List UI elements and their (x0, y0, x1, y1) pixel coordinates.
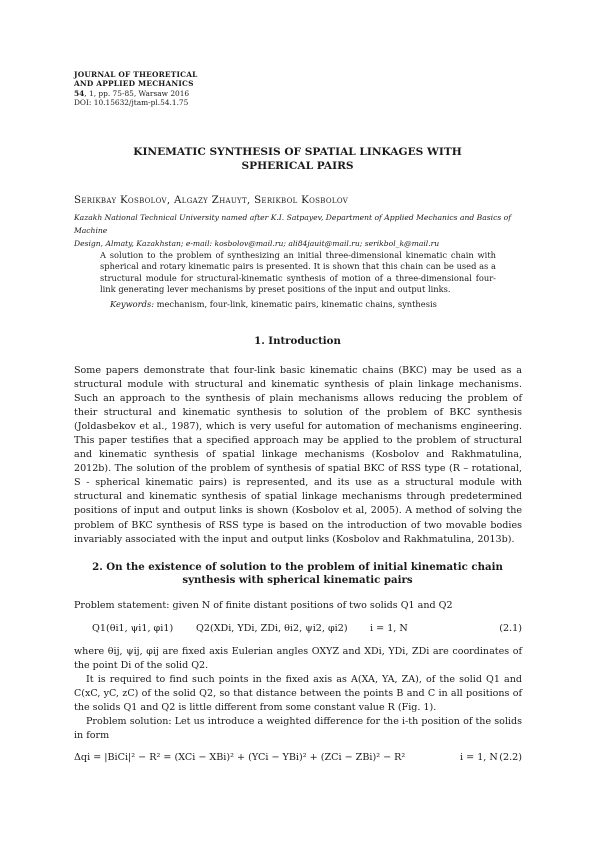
affiliation-line2: Design, Almaty, Kazakhstan; e-mail: kosbolov@mail.ru; ali84jauit@mail.ru; serikbol_k@mail.ru (74, 239, 440, 248)
keywords (100, 299, 496, 310)
solution-paragraph: Problem solution: Let us introduce a weighted difference for the i-th position of the solids in form (74, 716, 522, 742)
introduction-paragraph: Some papers demonstrate that four-link basic kinematic chains (BKC) may be used as a structural module with structural and kinematic synthesis of plain linkage mechanisms. Such an approach to the synthesis of plain mechanisms allows reducing the problem of their structural and kinematic synthesis to solution of the problem of BKC synthesis (Joldasbekov et al., 1987), which is very useful for automation of mechanisms engineering. This paper testifies that a specified approach may be applied to the problem of structural and kinematic synthesis of spatial linkage mechanisms (Kosbolov and Rakhmatulina, 2012b). The solution of the problem of synthesis of spatial BKC of RSS type (R – rotational, S - spherical kinematic pairs) is represented, and its use as a structural module with structural and kinematic synthesis of spatial linkage mechanisms through predetermined positions of input and output links is shown (Kosbolov et al, 2005). A method of solving the problem of BKC synthesis of RSS type is based on the introduction of two movable bodies invariably associated with the input and output links (Kosbolov and Rakhmatulina, 2013b). (74, 365, 522, 545)
keywords-list: mechanism, four-link, kinematic pairs, kinematic chains, synthesis (154, 298, 437, 309)
journal-volume: 54 (74, 88, 85, 98)
eq1-range: i = 1, N (370, 623, 408, 634)
affiliation (74, 211, 522, 250)
abstract-text: A solution to the problem of synthesizing an initial three-dimensional kinematic chain with spherical and rotary kinematic pairs is presented. It is shown that this chain can be used as a structural module for structural-kinematic synthesis of motion of a three-dimensional four-link generating lever mechanisms by preset positions of the input and output links. (100, 250, 496, 295)
section2-heading-line2: synthesis with spherical kinematic pairs (182, 574, 413, 587)
where-paragraph: where θij, ψij, φij are fixed axis Eulerian angles OXYZ and XDi, YDi, ZDi are coordinates of the point Di of the solid Q2. (74, 646, 522, 672)
required-paragraph: It is required to find such points in the fixed axis as A(XA, YA, ZA), of the solid Q1 and C(xC, yC, zC) of the solid Q2, so that distance between the points B and C in all positions of the solids Q1 and Q2 is little different from some constant value R (Fig. 1). (74, 674, 522, 714)
journal-name-line2: AND APPLIED MECHANICS (74, 79, 194, 89)
affiliation-line1: Kazakh National Technical University named after K.I. Satpayev, Department of Applied Mechanics and Basics of Machine (74, 213, 512, 235)
keywords-label: Keywords: (110, 298, 155, 309)
journal-issue-pages: , 1, pp. 75-85, Warsaw 2016 (84, 88, 190, 98)
paper-title (74, 145, 521, 173)
problem-statement: Problem statement: given N of finite distant positions of two solids Q1 and Q2 (74, 600, 453, 611)
eq1-solid-q1: Q1(θi1, ψi1, φi1) (92, 623, 174, 634)
journal-doi: DOI: 10.15632/jtam-pl.54.1.75 (74, 98, 189, 108)
section2-heading-line1: 2. On the existence of solution to the problem of initial kinematic chain (92, 561, 503, 573)
eq1-number: (2.1) (499, 623, 522, 634)
paper-title-line1: KINEMATIC SYNTHESIS OF SPATIAL LINKAGES WITH (133, 146, 462, 158)
journal-citation (74, 89, 198, 98)
eq1-solid-q2: Q2(XDi, YDi, ZDi, θi2, ψi2, φi2) (196, 623, 348, 634)
equation-2-1 (74, 623, 522, 639)
abstract (100, 250, 496, 310)
section-heading-introduction: 1. Introduction (254, 335, 341, 347)
author-list: Serikbay Kosbolov, Algazy Zhauyt, Serikbol Kosbolov (74, 194, 349, 206)
journal-name-line1: JOURNAL OF THEORETICAL (74, 70, 198, 79)
section-heading-existence (74, 561, 521, 588)
paper-title-line2: SPHERICAL PAIRS (241, 160, 354, 172)
eq2-range: i = 1, N (460, 752, 498, 763)
eq2-expression: Δqi = |BiCi|² − R² = (XCi − XBi)² + (YCi − YBi)² + (ZCi − ZBi)² − R² (74, 752, 406, 763)
journal-header (74, 70, 198, 108)
equation-2-2 (74, 752, 522, 768)
eq2-number: (2.2) (499, 752, 522, 763)
